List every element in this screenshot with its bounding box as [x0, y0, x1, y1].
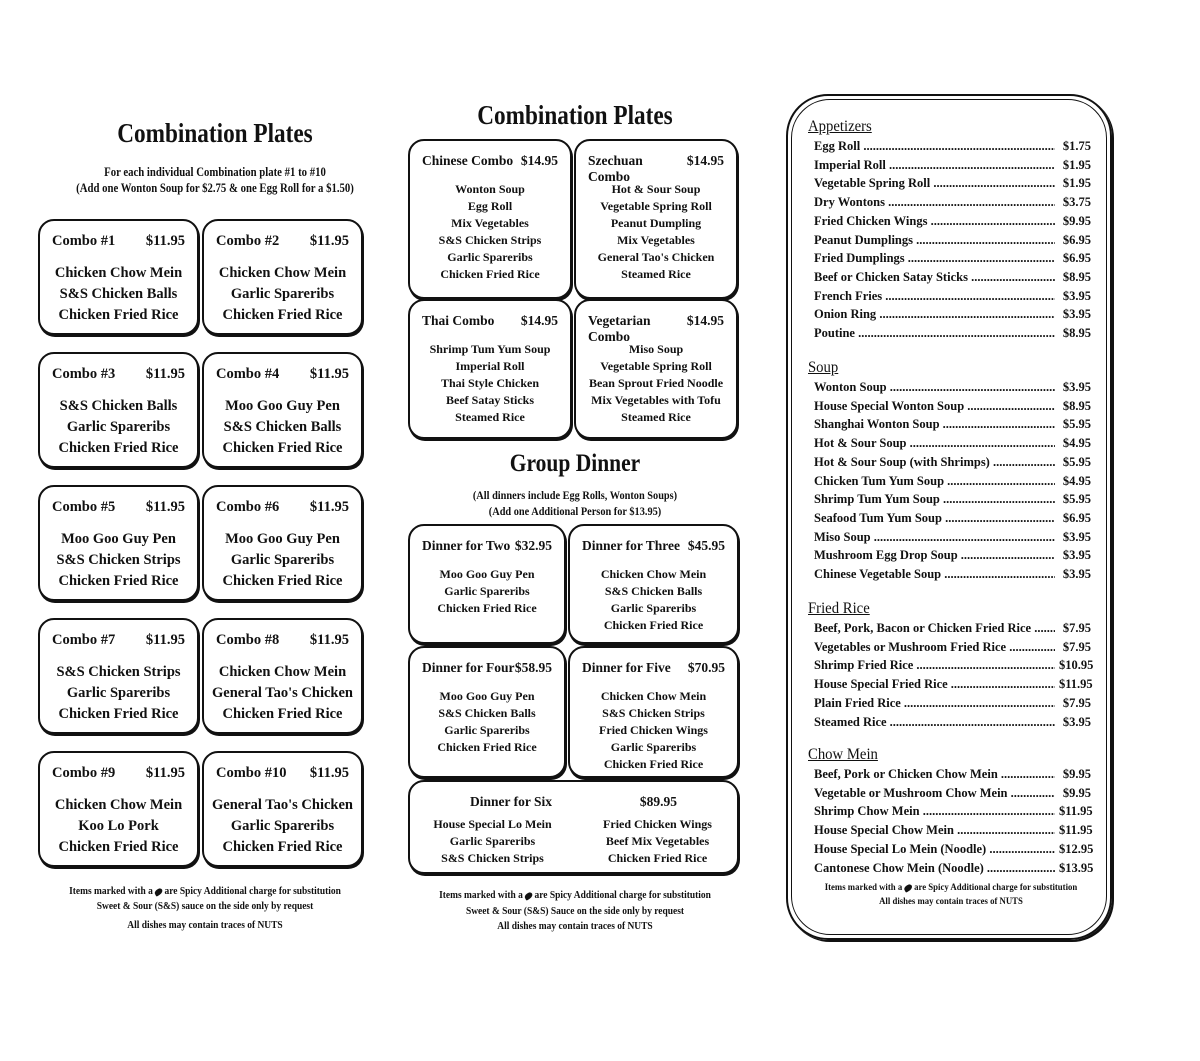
dinner-item: Fried Chicken Wings — [603, 817, 712, 831]
combo-name: Combo #5 — [52, 499, 116, 515]
menu-row — [814, 268, 1091, 286]
menu-row — [814, 694, 1091, 712]
combo-item: Mix Vegetables — [617, 233, 695, 247]
combo-name: Combo #10 — [216, 765, 287, 781]
combo-box-5 — [38, 485, 199, 601]
combo-box-8 — [202, 618, 363, 734]
combo-header — [216, 366, 349, 383]
item-name: Shrimp Tum Yum Soup ..... — [814, 490, 1055, 508]
item-price: $3.95 — [1062, 380, 1091, 394]
item-name: Mushroom Egg Drop Soup ..... — [814, 546, 1055, 564]
item-name: Hot & Sour Soup (with Shrimps) ..... — [814, 453, 1055, 471]
combo-item: General Tao's Chicken — [212, 797, 353, 813]
dinner-item: Chicken Fried Rice — [437, 601, 537, 615]
dinner-header — [582, 538, 725, 554]
section-title-appetizers: Appetizers — [808, 118, 872, 135]
left-note-2: Sweet & Sour (S&S) sauce on the side only by request — [96, 901, 314, 912]
menu-row — [814, 472, 1091, 490]
combo-price: $11.95 — [309, 765, 349, 781]
combo-box-10 — [202, 751, 363, 867]
combo-price: $14.95 — [520, 153, 558, 168]
left-subtitle-2: (Add one Wonton Soup for $2.75 & one Egg Roll for a $1.50) — [76, 181, 354, 195]
menu-row — [814, 675, 1091, 693]
group-dinner-title: Group Dinner — [509, 450, 641, 477]
combo-item: Moo Goo Guy Pen — [225, 398, 340, 414]
combo-item: Mix Vegetables with Tofu — [591, 393, 721, 407]
item-name: House Special Chow Mein ..... — [814, 821, 1055, 839]
combo-box-thai-combo — [408, 299, 572, 439]
combo-price: $14.95 — [686, 313, 724, 328]
dinner-items — [410, 566, 564, 617]
dinner-name: Dinner for Three — [582, 538, 681, 553]
combo-price: $11.95 — [309, 366, 349, 382]
combo-box-4 — [202, 352, 363, 468]
menu-row — [814, 490, 1091, 508]
combo-header — [216, 632, 349, 649]
combo-item: Vegetable Spring Roll — [600, 359, 712, 373]
item-name: French Fries ..... — [814, 287, 1055, 305]
item-price: $6.95 — [1062, 232, 1091, 247]
item-price: $3.75 — [1062, 195, 1091, 210]
middle-title: Combination Plates — [477, 100, 673, 130]
combo-name: Combo #8 — [216, 632, 280, 648]
combo-box-vegetarian-combo — [574, 299, 738, 439]
dinner-item: Fried Chicken Wings — [599, 723, 708, 737]
dinner-item: S&S Chicken Strips — [441, 851, 544, 865]
item-name: Fried Dumplings ..... — [814, 249, 1055, 267]
menu-row — [814, 434, 1091, 452]
item-price: $11.95 — [1059, 823, 1093, 838]
combo-item: Chicken Fried Rice — [440, 267, 540, 281]
combo-items — [40, 662, 197, 725]
section-title-fried-rice: Fried Rice — [808, 600, 870, 617]
combo-item: Steamed Rice — [455, 410, 525, 424]
combo-item: Imperial Roll — [455, 359, 525, 373]
combo-item: Chicken Fried Rice — [58, 839, 179, 855]
menu-row — [814, 821, 1091, 839]
combo-header — [216, 765, 349, 782]
menu-row — [814, 619, 1091, 637]
item-price: $5.95 — [1062, 454, 1091, 469]
combo-item: Chicken Fried Rice — [222, 706, 343, 722]
dinner-item: Moo Goo Guy Pen — [439, 567, 535, 581]
combo-item: Garlic Spareribs — [230, 552, 335, 568]
chili-icon — [903, 883, 913, 893]
dinner-price: $58.95 — [514, 660, 552, 675]
item-name: Seafood Tum Yum Soup ..... — [814, 509, 1055, 527]
combo-items — [40, 795, 197, 858]
combo-item: Garlic Spareribs — [447, 250, 533, 264]
item-price: $13.95 — [1059, 860, 1094, 875]
menu-row — [814, 656, 1094, 674]
menu-row — [814, 137, 1091, 155]
dinner-item: Chicken Fried Rice — [607, 851, 708, 865]
combo-box-9 — [38, 751, 199, 867]
combo-item: General Tao's Chicken — [212, 685, 353, 701]
middle-note-2: Sweet & Sour (S&S) Sauce on the side only by request — [465, 906, 685, 917]
combo-name: Combo #7 — [52, 632, 116, 648]
menu-row — [814, 324, 1091, 342]
menu-row — [814, 415, 1091, 433]
item-name: Hot & Sour Soup ..... — [814, 434, 1055, 452]
item-name: Beef, Pork, Bacon or Chicken Fried Rice ..... — [814, 619, 1055, 637]
item-name: Beef or Chicken Satay Sticks ..... — [814, 268, 1055, 286]
combo-item: S&S Chicken Balls — [59, 286, 178, 302]
item-name: Vegetable or Mushroom Chow Mein ..... — [814, 784, 1055, 802]
combo-price: $11.95 — [309, 499, 349, 515]
item-name: Poutine ..... — [814, 324, 1055, 342]
combo-price: $11.95 — [309, 233, 349, 249]
combo-name: Thai Combo — [422, 313, 495, 328]
group-subtitle-1: (All dinners include Egg Rolls, Wonton Soups) — [472, 488, 678, 502]
menu-row — [814, 397, 1091, 415]
combo-price: $11.95 — [145, 499, 185, 515]
dinner-header — [422, 660, 552, 676]
combo-item: S&S Chicken Strips — [438, 233, 542, 247]
item-price: $3.95 — [1062, 288, 1091, 303]
menu-row — [814, 509, 1091, 527]
combo-item: Miso Soup — [628, 342, 684, 356]
dinner-box-dinner-for-three — [568, 524, 739, 644]
combo-items — [40, 529, 197, 592]
item-name: House Special Fried Rice ..... — [814, 675, 1055, 693]
chili-icon — [524, 891, 534, 901]
combo-item: S&S Chicken Balls — [223, 419, 342, 435]
combo-item: Chicken Fried Rice — [58, 706, 179, 722]
item-price: $11.95 — [1059, 677, 1093, 692]
item-price: $11.95 — [1059, 804, 1093, 819]
dinner-header — [422, 538, 552, 554]
middle-note-3: All dishes may contain traces of NUTS — [497, 921, 653, 932]
combo-items — [204, 795, 361, 858]
item-price: $9.95 — [1062, 213, 1091, 228]
combo-header — [422, 153, 558, 169]
dinner-item: Garlic Spareribs — [444, 584, 530, 598]
item-price: $4.95 — [1062, 473, 1091, 488]
combo-name: Szechuan Combo — [588, 153, 643, 184]
combo-item: Chicken Chow Mein — [54, 265, 183, 281]
combo-item: Shrimp Tum Yum Soup — [429, 342, 551, 356]
combo-box-7 — [38, 618, 199, 734]
dinner-box-dinner-for-five — [568, 646, 739, 778]
section-title-chow-mein: Chow Mein — [808, 746, 878, 763]
item-price: $7.95 — [1062, 695, 1091, 710]
left-note-1: Items marked with a are Spicy Additional charge for substitution — [69, 886, 341, 897]
combo-item: Chicken Fried Rice — [58, 573, 179, 589]
item-price: $8.95 — [1062, 326, 1091, 340]
menu-row — [814, 231, 1091, 249]
combo-item: Koo Lo Pork — [78, 818, 159, 834]
combo-item: Chicken Fried Rice — [222, 307, 343, 323]
item-price: $6.95 — [1062, 510, 1091, 525]
item-name: Shrimp Chow Mein ..... — [814, 802, 1055, 820]
combo-item: Chicken Chow Mein — [218, 664, 347, 680]
combo-item: Hot & Sour Soup — [611, 182, 701, 196]
item-price: $3.95 — [1062, 529, 1091, 544]
item-price: $10.95 — [1059, 658, 1094, 673]
dinner-six-col1 — [410, 816, 575, 867]
menu-row — [814, 713, 1091, 731]
middle-note-1: Items marked with a are Spicy Additional charge for substitution — [439, 890, 711, 901]
item-price: $9.95 — [1062, 785, 1091, 800]
combo-price: $11.95 — [309, 632, 349, 648]
item-name: Peanut Dumplings ..... — [814, 231, 1055, 249]
dinner-for-six-box — [408, 780, 739, 874]
combo-item: Garlic Spareribs — [230, 818, 335, 834]
item-name: Vegetable Spring Roll ..... — [814, 174, 1055, 192]
combo-item: Thai Style Chicken — [440, 376, 539, 390]
dinner-item: S&S Chicken Strips — [602, 706, 705, 720]
combo-name: Combo #3 — [52, 366, 116, 382]
item-price: $5.95 — [1062, 417, 1091, 432]
combo-item: Chicken Fried Rice — [222, 573, 343, 589]
combo-item: Wonton Soup — [455, 182, 525, 196]
dinner-box-dinner-for-two — [408, 524, 566, 644]
item-name: Plain Fried Rice ..... — [814, 694, 1055, 712]
combo-price: $11.95 — [145, 632, 185, 648]
combo-item: Bean Sprout Fried Noodle — [588, 376, 724, 390]
item-price: $3.95 — [1062, 714, 1091, 729]
dinner-item: Garlic Spareribs — [449, 834, 536, 848]
combo-item: Vegetable Spring Roll — [600, 199, 712, 213]
dinner-six-name: Dinner for Six — [470, 794, 553, 809]
combo-item: Garlic Spareribs — [230, 286, 335, 302]
combo-name: Chinese Combo — [422, 153, 514, 168]
combo-items — [40, 263, 197, 326]
dinner-name: Dinner for Four — [422, 660, 515, 675]
menu-row — [814, 378, 1091, 396]
combo-item: Beef Satay Sticks — [446, 393, 534, 407]
item-price: $12.95 — [1059, 841, 1094, 856]
menu-row — [814, 156, 1091, 174]
item-price: $7.95 — [1062, 639, 1091, 654]
dinner-item: S&S Chicken Balls — [438, 706, 536, 720]
combo-box-3 — [38, 352, 199, 468]
menu-row — [814, 840, 1094, 858]
item-name: Vegetables or Mushroom Fried Rice ..... — [814, 638, 1055, 656]
menu-row — [814, 638, 1091, 656]
group-subtitle-2: (Add one Additional Person for $13.95) — [488, 504, 662, 518]
combo-items — [40, 396, 197, 459]
item-price: $8.95 — [1062, 398, 1091, 413]
item-price: $1.95 — [1062, 176, 1091, 191]
combo-item: Chicken Fried Rice — [58, 440, 179, 456]
combo-items — [410, 341, 570, 426]
combo-name: Combo #4 — [216, 366, 280, 382]
item-name: House Special Wonton Soup ..... — [814, 397, 1055, 415]
combo-header — [52, 765, 185, 782]
a-la-carte-panel — [786, 94, 1112, 940]
left-note-3: All dishes may contain traces of NUTS — [127, 920, 283, 931]
combo-name: Vegetarian Combo — [588, 313, 651, 344]
combo-item: Peanut Dumpling — [610, 216, 702, 230]
item-name: Egg Roll ..... — [814, 137, 1055, 155]
combo-box-2 — [202, 219, 363, 335]
combo-name: Combo #2 — [216, 233, 280, 249]
combo-name: Combo #9 — [52, 765, 116, 781]
menu-row — [814, 193, 1091, 211]
dinner-items — [570, 566, 737, 634]
dinner-item: Chicken Chow Mein — [600, 689, 707, 703]
dinner-price: $70.95 — [687, 660, 725, 675]
combo-header — [422, 313, 558, 329]
dinner-item: Moo Goo Guy Pen — [439, 689, 535, 703]
item-price: $1.75 — [1062, 139, 1091, 153]
combo-item: S&S Chicken Strips — [56, 664, 181, 680]
combo-header — [52, 632, 185, 649]
combo-item: S&S Chicken Strips — [56, 552, 181, 568]
menu-row — [814, 784, 1091, 802]
menu-row — [814, 802, 1091, 820]
item-price: $3.95 — [1062, 548, 1091, 563]
dinner-item: S&S Chicken Balls — [604, 584, 703, 598]
combo-item: Mix Vegetables — [451, 216, 529, 230]
dinner-item: Chicken Fried Rice — [603, 757, 704, 771]
combo-items — [204, 529, 361, 592]
combo-item: Chicken Fried Rice — [58, 307, 179, 323]
menu-row — [814, 528, 1091, 546]
menu-row — [814, 546, 1091, 564]
item-name: Cantonese Chow Mein (Noodle) ..... — [814, 859, 1055, 877]
combo-price: $14.95 — [686, 153, 724, 168]
combo-item: Chicken Fried Rice — [222, 440, 343, 456]
chili-icon — [154, 887, 164, 897]
item-price: $4.95 — [1062, 436, 1091, 451]
dinner-price: $45.95 — [687, 538, 725, 553]
combo-items — [204, 396, 361, 459]
combo-box-6 — [202, 485, 363, 601]
item-name: Onion Ring ..... — [814, 305, 1055, 323]
combo-item: Steamed Rice — [621, 410, 691, 424]
combo-price: $14.95 — [520, 313, 558, 328]
combo-item: Chicken Chow Mein — [54, 797, 183, 813]
item-price: $3.95 — [1062, 307, 1091, 322]
menu-row — [814, 453, 1091, 471]
dinner-item: Garlic Spareribs — [610, 740, 697, 754]
combo-item: General Tao's Chicken — [597, 250, 715, 264]
combo-items — [204, 662, 361, 725]
combo-item: Garlic Spareribs — [66, 419, 171, 435]
combo-name: Combo #6 — [216, 499, 280, 515]
combo-price: $11.95 — [145, 366, 185, 382]
combo-box-szechuan-combo — [574, 139, 738, 299]
combo-price: $11.95 — [145, 765, 185, 781]
section-title-soup: Soup — [808, 359, 839, 376]
combo-items — [410, 181, 570, 283]
dinner-item: Chicken Fried Rice — [603, 618, 704, 632]
combo-item: Garlic Spareribs — [66, 685, 171, 701]
combo-items — [204, 263, 361, 326]
item-price: $5.95 — [1062, 492, 1091, 507]
dinner-item: Chicken Chow Mein — [600, 567, 707, 581]
combo-box-chinese-combo — [408, 139, 572, 299]
combo-header — [216, 233, 349, 250]
item-price: $9.95 — [1062, 767, 1091, 781]
item-name: House Special Lo Mein (Noodle) ..... — [814, 840, 1055, 858]
combo-items — [576, 181, 736, 283]
left-subtitle-1: For each individual Combination plate #1 to #10 — [104, 165, 326, 179]
item-name: Miso Soup ..... — [814, 528, 1055, 546]
combo-header — [52, 499, 185, 516]
menu-row — [814, 305, 1091, 323]
menu-row — [814, 174, 1091, 192]
dinner-box-dinner-for-four — [408, 646, 566, 778]
menu-row — [814, 287, 1091, 305]
dinner-item: Chicken Fried Rice — [437, 740, 537, 754]
combo-item: Moo Goo Guy Pen — [61, 531, 176, 547]
item-name: Wonton Soup ..... — [814, 378, 1055, 396]
menu-row — [814, 859, 1094, 877]
combo-price: $11.95 — [145, 233, 185, 249]
dinner-items — [410, 688, 564, 756]
combo-item: Egg Roll — [467, 199, 513, 213]
dinner-name: Dinner for Five — [582, 660, 671, 675]
combo-item: Steamed Rice — [621, 267, 691, 281]
combo-header — [52, 366, 185, 383]
dinner-item: House Special Lo Mein — [433, 817, 552, 831]
item-price: $8.95 — [1062, 269, 1091, 284]
dinner-item: Garlic Spareribs — [610, 601, 697, 615]
combo-header — [52, 233, 185, 250]
menu-row — [814, 212, 1091, 230]
item-price: $1.95 — [1062, 157, 1091, 172]
combo-name: Combo #1 — [52, 233, 116, 249]
dinner-header — [582, 660, 725, 676]
combo-box-1 — [38, 219, 199, 335]
combo-item: Moo Goo Guy Pen — [225, 531, 340, 547]
menu-row — [814, 565, 1091, 583]
combo-item: Chicken Fried Rice — [222, 839, 343, 855]
item-name: Chinese Vegetable Soup ..... — [814, 565, 1055, 583]
left-title: Combination Plates — [117, 118, 313, 148]
item-price: $6.95 — [1062, 251, 1091, 266]
right-note-2: All dishes may contain traces of NUTS — [879, 897, 1023, 907]
item-name: Steamed Rice ..... — [814, 713, 1055, 731]
item-name: Dry Wontons ..... — [814, 193, 1055, 211]
dinner-item: Garlic Spareribs — [444, 723, 530, 737]
item-price: $3.95 — [1062, 567, 1091, 581]
item-name: Fried Chicken Wings ..... — [814, 212, 1055, 230]
combo-item: Chicken Chow Mein — [218, 265, 347, 281]
dinner-item: Beef Mix Vegetables — [605, 834, 710, 848]
dinner-six-col2 — [575, 816, 740, 867]
item-name: Imperial Roll ..... — [814, 156, 1055, 174]
combo-header — [216, 499, 349, 516]
item-name: Chicken Tum Yum Soup ..... — [814, 472, 1055, 490]
combo-items — [576, 341, 736, 426]
menu-row — [814, 765, 1091, 783]
dinner-items — [570, 688, 737, 773]
item-name: Shanghai Wonton Soup ..... — [814, 415, 1055, 433]
item-name: Beef, Pork or Chicken Chow Mein ..... — [814, 765, 1055, 783]
item-price: $7.95 — [1062, 621, 1091, 635]
dinner-price: $32.95 — [514, 538, 552, 553]
dinner-name: Dinner for Two — [422, 538, 511, 553]
item-name: Shrimp Fried Rice ..... — [814, 656, 1055, 674]
right-note-1: Items marked with a are Spicy Additional charge for substitution — [824, 883, 1078, 893]
menu-row — [814, 249, 1091, 267]
dinner-six-price: $89.95 — [639, 794, 677, 809]
combo-item: S&S Chicken Balls — [59, 398, 178, 414]
